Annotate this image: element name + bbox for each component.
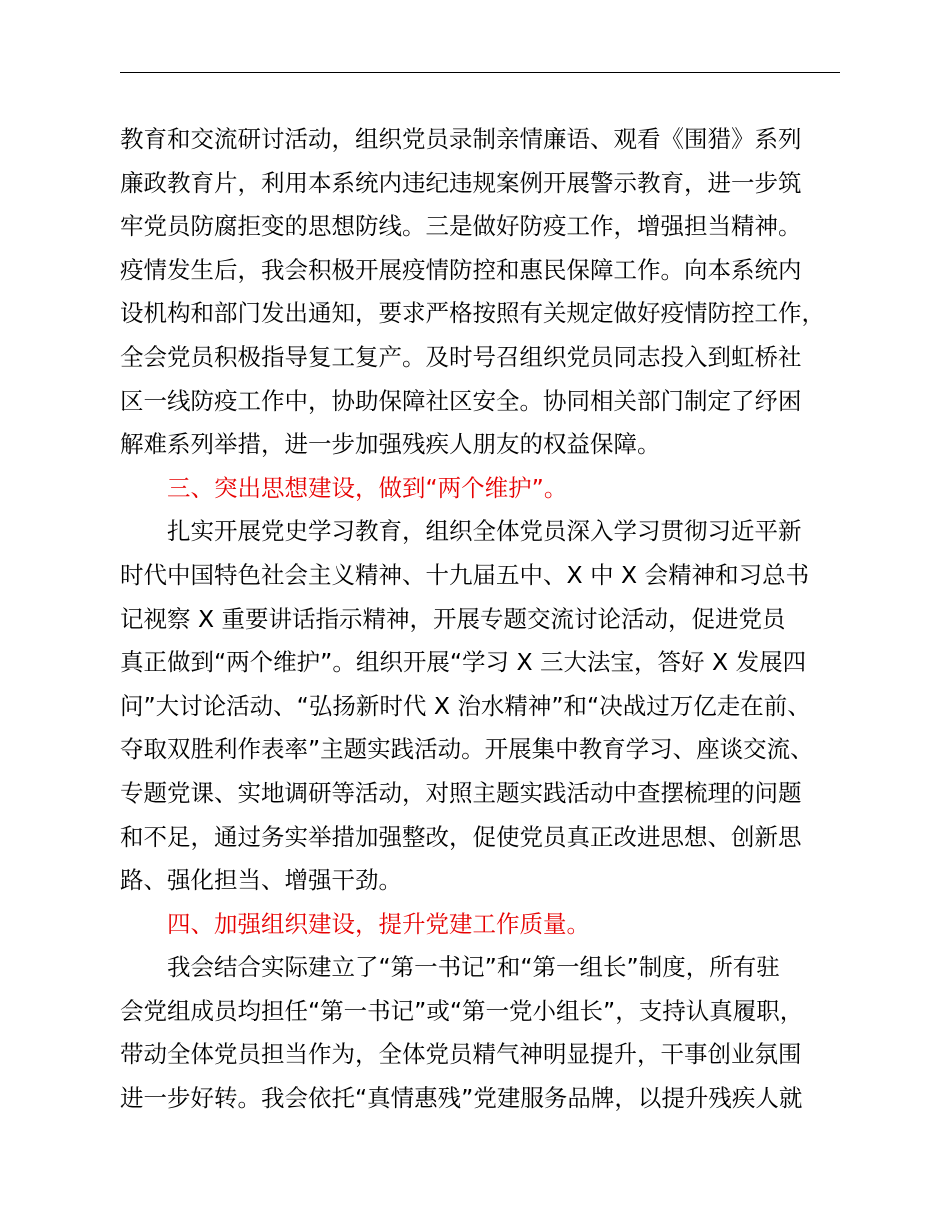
text-line: 带动全体党员担当作为，全体党员精气神明显提升，干事创业氛围 (120, 1040, 802, 1069)
text-line: 全会党员积极指导复工复产。及时号召组织党员同志投入到虹桥社 (120, 342, 802, 371)
text-line: 解难系列举措，进一步加强残疾人朋友的权益保障。 (120, 430, 661, 459)
text-line: 进一步好转。我会依托“真情惠残”党建服务品牌，以提升残疾人就 (120, 1084, 803, 1113)
text-line: 会党组成员均担任“第一书记”或“第一党小组长”，支持认真履职， (120, 996, 804, 1025)
text-line: 记视察 X 重要讲话指示精神，开展专题交流讨论活动，促进党员 (120, 604, 786, 633)
section-heading-4: 四、加强组织建设，提升党建工作质量。 (167, 909, 590, 938)
paragraph-2 (120, 510, 845, 902)
text-line: 夺取双胜利作表率”主题实践活动。开展集中教育学习、座谈交流、 (120, 735, 814, 764)
text-line: 设机构和部门发出通知，要求严格按照有关规定做好疫情防控工作， (120, 299, 825, 328)
text-line: 路、强化担当、增强干劲。 (120, 866, 402, 895)
text-line: 真正做到“两个维护”。组织开展“学习 X 三大法宝，答好 X 发展四 (120, 648, 807, 677)
text-line: 我会结合实际建立了“第一书记”和“第一组长”制度，所有驻 (167, 953, 780, 982)
document-body (120, 118, 845, 1121)
text-line: 牢党员防腐拒变的思想防线。三是做好防疫工作，增强担当精神。 (120, 212, 802, 241)
text-line: 教育和交流研讨活动，组织党员录制亲情廉语、观看《围猎》系列 (120, 125, 802, 153)
text-line: 扎实开展党史学习教育，组织全体党员深入学习贯彻习近平新 (167, 517, 802, 546)
paragraph-1 (120, 118, 845, 467)
paragraph-3 (120, 946, 845, 1120)
text-line: 时代中国特色社会主义精神、十九届五中、X 中 X 会精神和习总书 (120, 560, 810, 589)
section-heading-3: 三、突出思想建设，做到“两个维护”。 (167, 473, 568, 502)
header-rule (120, 72, 840, 73)
text-line: 区一线防疫工作中，协助保障社区安全。协同相关部门制定了纾困 (120, 386, 802, 415)
text-line: 专题党课、实地调研等活动，对照主题实践活动中查摆梳理的问题 (120, 778, 802, 807)
text-line: 疫情发生后，我会积极开展疫情防控和惠民保障工作。向本系统内 (120, 255, 802, 284)
text-line: 问”大讨论活动、“弘扬新时代 X 治水精神”和“决战过万亿走在前、 (120, 691, 811, 720)
text-line: 和不足，通过务实举措加强整改，促使党员真正改进思想、创新思 (120, 822, 802, 851)
text-line: 廉政教育片，利用本系统内违纪违规案例开展警示教育，进一步筑 (120, 168, 802, 197)
